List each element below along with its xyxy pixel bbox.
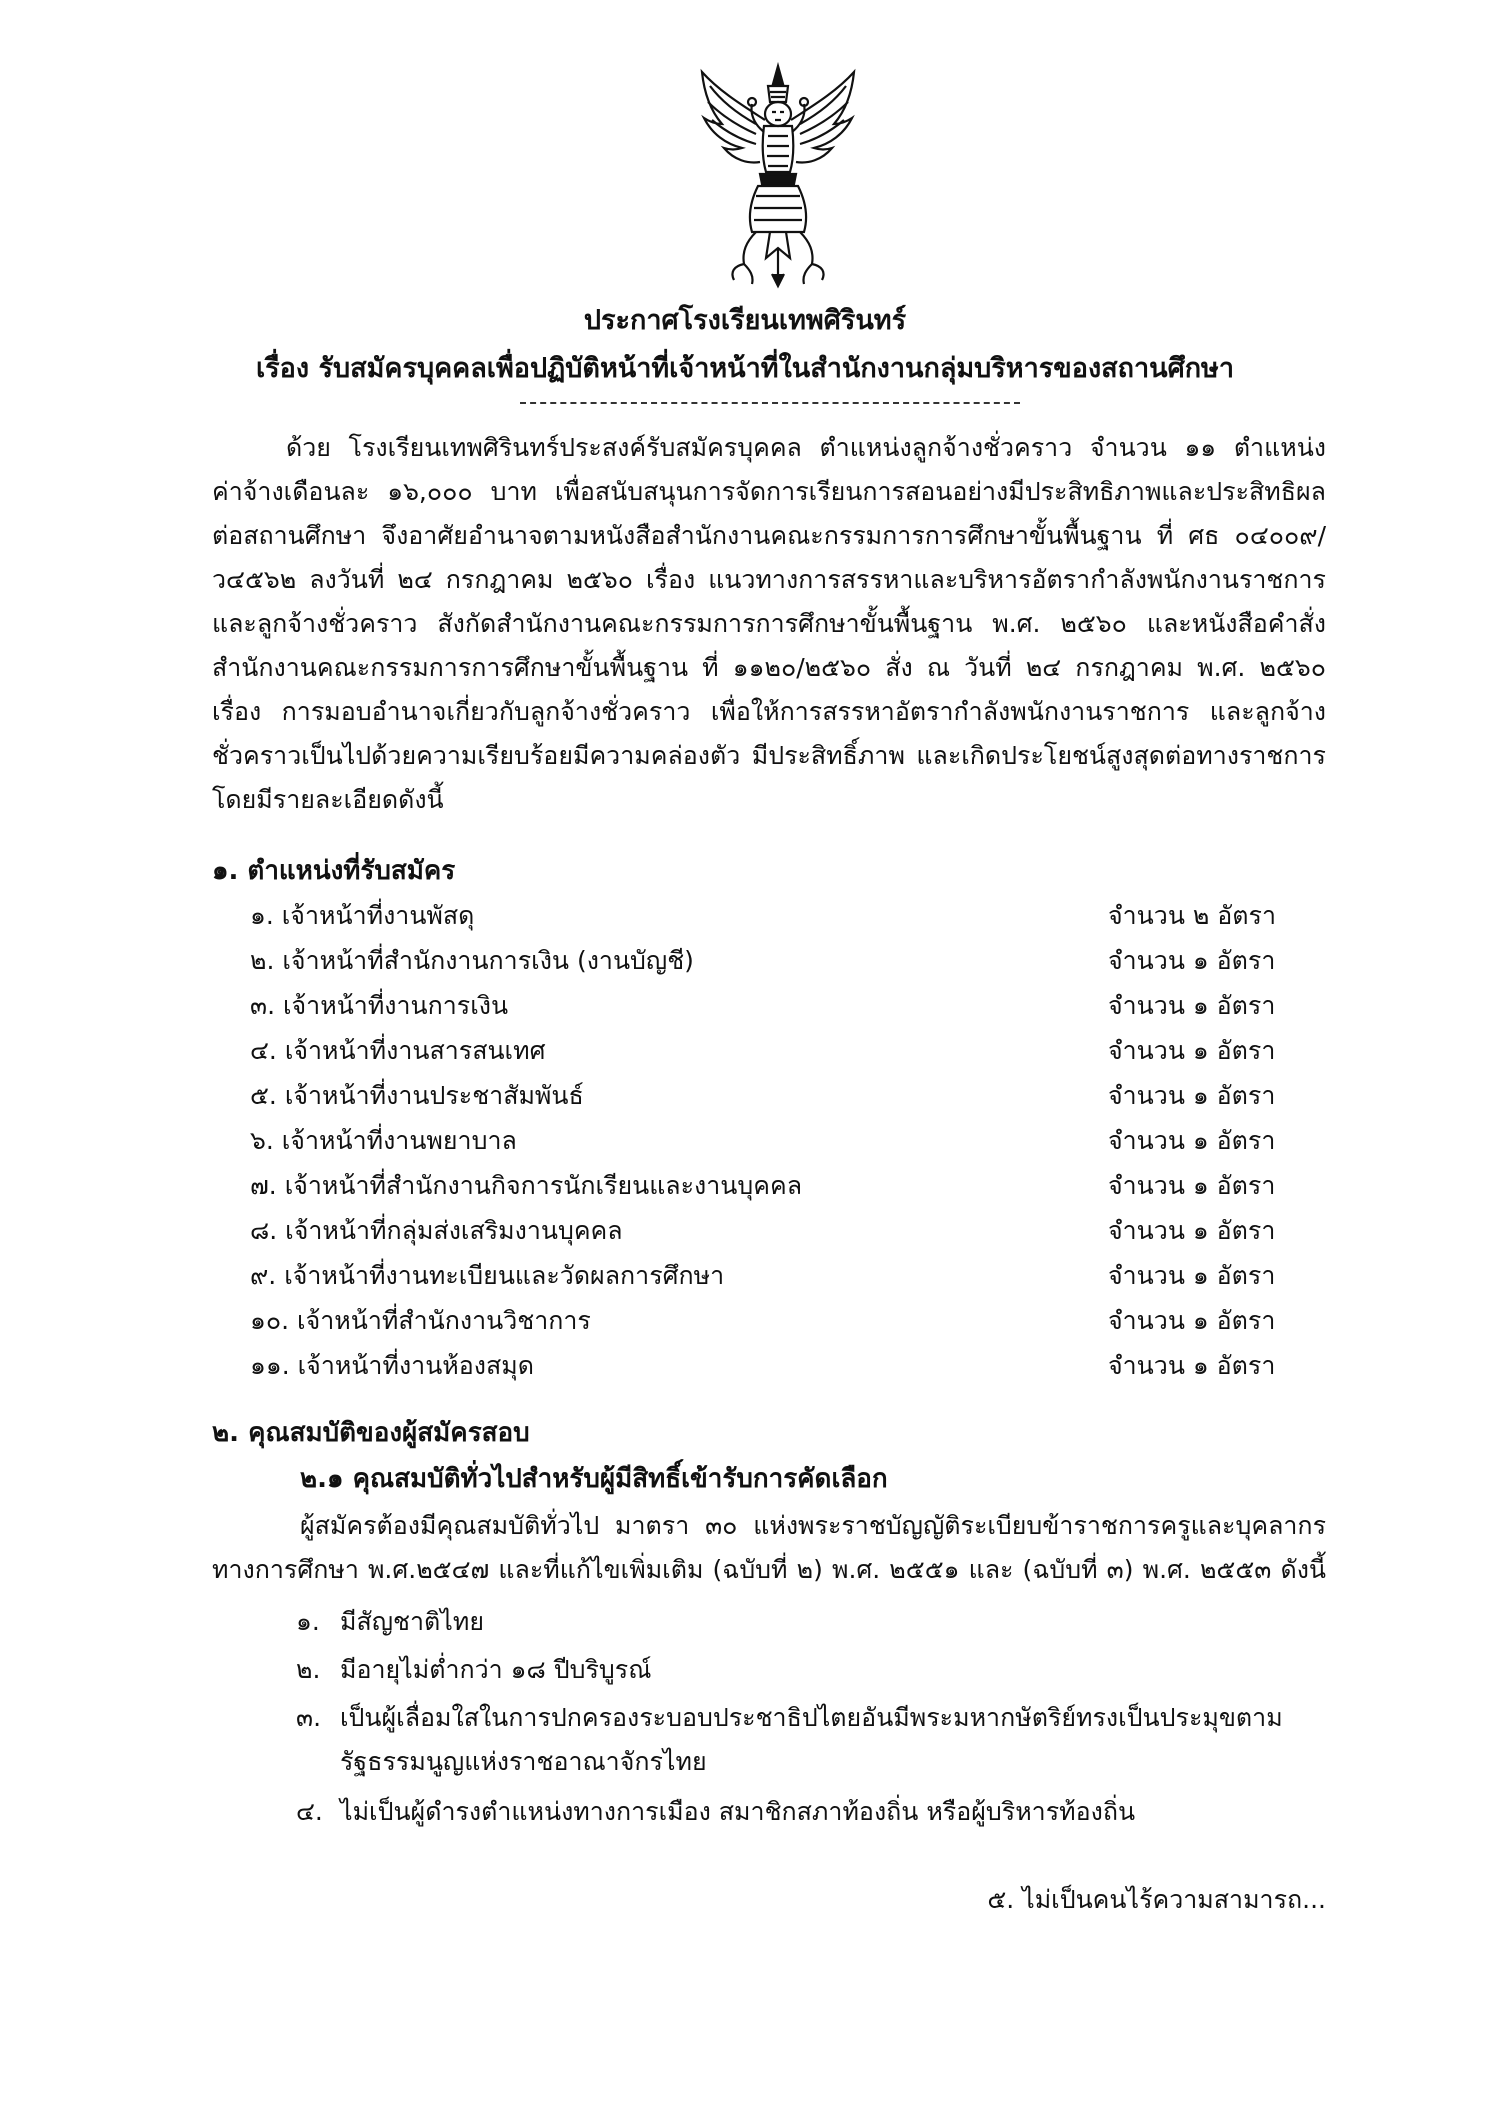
position-count: จำนวน ๑ อัตรา xyxy=(1108,1216,1276,1245)
announcement-subject: เรื่อง รับสมัครบุคคลเพื่อปฏิบัติหน้าที่เจ้าหน้าที่ในสำนักงานกลุ่มบริหารของสถานศึกษา xyxy=(255,353,1235,384)
position-name: ๑. เจ้าหน้าที่งานพัสดุ xyxy=(250,901,475,930)
qualification-item: ไม่เป็นผู้ดำรงตำแหน่งทางการเมือง สมาชิกสภาท้องถิ่น หรือผู้บริหารท้องถิ่น xyxy=(340,1797,1136,1826)
position-name: ๑๑. เจ้าหน้าที่งานห้องสมุด xyxy=(250,1351,534,1380)
position-name: ๙. เจ้าหน้าที่งานทะเบียนและวัดผลการศึกษา xyxy=(250,1261,725,1290)
position-name: ๖. เจ้าหน้าที่งานพยาบาล xyxy=(250,1126,517,1155)
section-heading-positions: ๑. ตำแหน่งที่รับสมัคร xyxy=(212,856,456,886)
position-name: ๔. เจ้าหน้าที่งานสารสนเทศ xyxy=(250,1036,546,1065)
position-count: จำนวน ๑ อัตรา xyxy=(1108,1306,1276,1335)
position-count: จำนวน ๑ อัตรา xyxy=(1108,1261,1276,1290)
qualification-item-continuation: รัฐธรรมนูญแห่งราชอาณาจักรไทย xyxy=(340,1747,707,1776)
position-name: ๓. เจ้าหน้าที่งานการเงิน xyxy=(250,991,509,1020)
position-name: ๒. เจ้าหน้าที่สำนักงานการเงิน (งานบัญชี) xyxy=(250,946,694,975)
intro-line: ค่าจ้างเดือนละ ๑๖,๐๐๐ บาท เพื่อสนับสนุนการจัดการเรียนการสอนอย่างมีประสิทธิภาพและประสิทธิผล xyxy=(212,477,1326,506)
intro-line: ชั่วคราวเป็นไปด้วยความเรียบร้อยมีความคล่องตัว มีประสิทธิ์ภาพ และเกิดประโยชน์สูงสุดต่อทางราชการ xyxy=(212,741,1326,770)
qualification-item-number: ๒. xyxy=(296,1655,321,1684)
position-name: ๑๐. เจ้าหน้าที่สำนักงานวิชาการ xyxy=(250,1306,591,1335)
intro-line: และลูกจ้างชั่วคราว สังกัดสำนักงานคณะกรรมการการศึกษาขั้นพื้นฐาน พ.ศ. ๒๕๖๐ และหนังสือคำสั่ง xyxy=(212,609,1326,638)
intro-line: ว๔๕๖๒ ลงวันที่ ๒๔ กรกฎาคม ๒๕๖๐ เรื่อง แนวทางการสรรหาและบริหารอัตรากำลังพนักงานราชการ xyxy=(212,565,1326,594)
intro-line: เรื่อง การมอบอำนาจเกี่ยวกับลูกจ้างชั่วคราว เพื่อให้การสรรหาอัตรากำลังพนักงานราชการ และลูกจ้าง xyxy=(212,697,1326,726)
qualification-paragraph: ผู้สมัครต้องมีคุณสมบัติทั่วไป มาตรา ๓๐ แห่งพระราชบัญญัติระเบียบข้าราชการครูและบุคลากร xyxy=(300,1511,1326,1540)
position-name: ๘. เจ้าหน้าที่กลุ่มส่งเสริมงานบุคคล xyxy=(250,1216,623,1245)
qualification-item: เป็นผู้เลื่อมใสในการปกครองระบอบประชาธิปไตยอันมีพระมหากษัตริย์ทรงเป็นประมุขตาม xyxy=(340,1703,1283,1732)
qualification-item-number: ๓. xyxy=(296,1703,322,1732)
position-count: จำนวน ๑ อัตรา xyxy=(1108,1351,1276,1380)
position-count: จำนวน ๑ อัตรา xyxy=(1108,946,1276,975)
qualification-item-number: ๔. xyxy=(296,1797,323,1826)
position-count: จำนวน ๑ อัตรา xyxy=(1108,1036,1276,1065)
garuda-emblem-icon xyxy=(690,62,866,292)
intro-line: โดยมีรายละเอียดดังนี้ xyxy=(212,785,444,814)
intro-line: ด้วย โรงเรียนเทพศิรินทร์ประสงค์รับสมัครบุคคล ตำแหน่งลูกจ้างชั่วคราว จำนวน ๑๑ ตำแหน่ง xyxy=(286,433,1326,462)
title-divider xyxy=(520,402,1020,404)
position-count: จำนวน ๑ อัตรา xyxy=(1108,1126,1276,1155)
qualification-paragraph: ทางการศึกษา พ.ศ.๒๕๔๗ และที่แก้ไขเพิ่มเติม (ฉบับที่ ๒) พ.ศ. ๒๕๕๑ และ (ฉบับที่ ๓) พ.ศ. ๒๕๕๓ ดังนี้ xyxy=(212,1555,1326,1584)
page-continuation-text: ๕. ไม่เป็นคนไร้ความสามารถ... xyxy=(987,1885,1326,1914)
position-count: จำนวน ๑ อัตรา xyxy=(1108,1081,1276,1110)
section-heading-qualifications: ๒. คุณสมบัติของผู้สมัครสอบ xyxy=(212,1418,530,1448)
position-count: จำนวน ๒ อัตรา xyxy=(1108,901,1276,930)
qualification-item: มีสัญชาติไทย xyxy=(340,1607,484,1636)
announcement-title: ประกาศโรงเรียนเทพศิรินทร์ xyxy=(583,305,907,336)
position-count: จำนวน ๑ อัตรา xyxy=(1108,991,1276,1020)
intro-line: ต่อสถานศึกษา จึงอาศัยอำนาจตามหนังสือสำนักงานคณะกรรมการการศึกษาขั้นพื้นฐาน ที่ ศธ ๐๔๐๐๙/ xyxy=(212,521,1326,550)
position-name: ๗. เจ้าหน้าที่สำนักงานกิจการนักเรียนและงานบุคคล xyxy=(250,1171,803,1200)
qualification-item: มีอายุไม่ต่ำกว่า ๑๘ ปีบริบูรณ์ xyxy=(340,1655,652,1684)
subsection-heading-general: ๒.๑ คุณสมบัติทั่วไปสำหรับผู้มีสิทธิ์เข้ารับการคัดเลือก xyxy=(300,1464,888,1494)
intro-line: สำนักงานคณะกรรมการการศึกษาขั้นพื้นฐาน ที่ ๑๑๒๐/๒๕๖๐ สั่ง ณ วันที่ ๒๔ กรกฎาคม พ.ศ. ๒๕๖๐ xyxy=(212,653,1326,682)
position-count: จำนวน ๑ อัตรา xyxy=(1108,1171,1276,1200)
position-name: ๕. เจ้าหน้าที่งานประชาสัมพันธ์ xyxy=(250,1081,584,1110)
qualification-item-number: ๑. xyxy=(296,1607,320,1636)
